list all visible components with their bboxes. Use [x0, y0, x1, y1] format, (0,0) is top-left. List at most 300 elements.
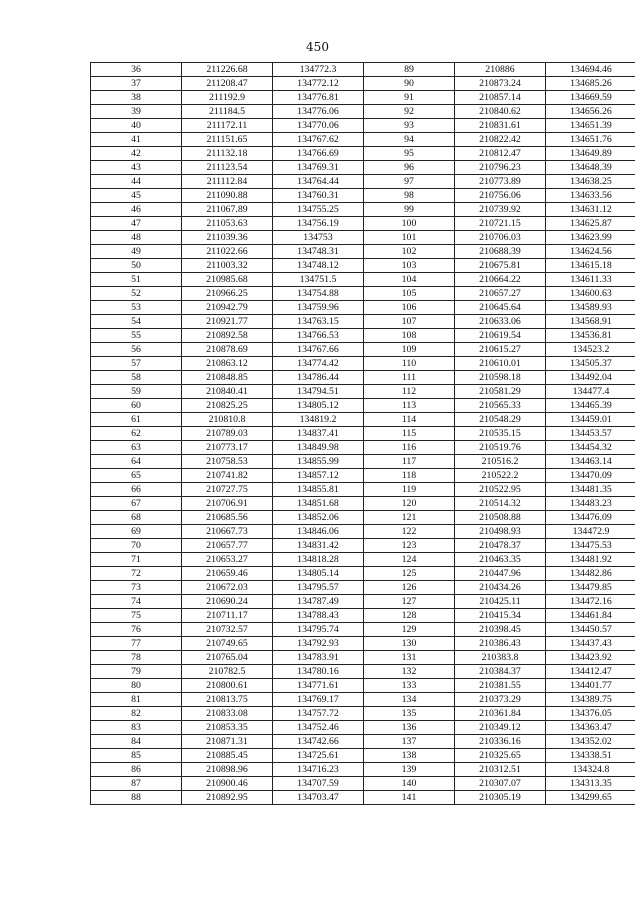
- x-coordinate-cell: 210305.19: [455, 791, 546, 805]
- x-coordinate-cell: 211151.65: [182, 133, 273, 147]
- point-number-cell: 58: [91, 371, 182, 385]
- y-coordinate-cell: 134450.57: [546, 623, 635, 637]
- x-coordinate-cell: 210727.75: [182, 483, 273, 497]
- table-row: [91, 525, 635, 539]
- y-coordinate-cell: 134600.63: [546, 287, 635, 301]
- point-number-cell: 137: [364, 735, 455, 749]
- x-coordinate-cell: 210463.35: [455, 553, 546, 567]
- y-coordinate-cell: 134476.09: [546, 511, 635, 525]
- point-number-cell: 68: [91, 511, 182, 525]
- x-coordinate-cell: 210383.8: [455, 651, 546, 665]
- point-number-cell: 56: [91, 343, 182, 357]
- x-coordinate-cell: 210863.12: [182, 357, 273, 371]
- point-number-cell: 55: [91, 329, 182, 343]
- table-row: [91, 259, 635, 273]
- y-coordinate-cell: 134623.99: [546, 231, 635, 245]
- y-coordinate-cell: 134855.81: [273, 483, 364, 497]
- y-coordinate-cell: 134772.12: [273, 77, 364, 91]
- point-number-cell: 52: [91, 287, 182, 301]
- y-coordinate-cell: 134763.15: [273, 315, 364, 329]
- y-coordinate-cell: 134324.8: [546, 763, 635, 777]
- y-coordinate-cell: 134401.77: [546, 679, 635, 693]
- x-coordinate-cell: 210381.55: [455, 679, 546, 693]
- point-number-cell: 82: [91, 707, 182, 721]
- table-row: [91, 413, 635, 427]
- y-coordinate-cell: 134648.39: [546, 161, 635, 175]
- x-coordinate-cell: 210657.27: [455, 287, 546, 301]
- table-row: [91, 553, 635, 567]
- x-coordinate-cell: 210833.08: [182, 707, 273, 721]
- table-row: [91, 301, 635, 315]
- y-coordinate-cell: 134757.72: [273, 707, 364, 721]
- x-coordinate-cell: 210336.16: [455, 735, 546, 749]
- point-number-cell: 64: [91, 455, 182, 469]
- y-coordinate-cell: 134299.65: [546, 791, 635, 805]
- point-number-cell: 135: [364, 707, 455, 721]
- x-coordinate-cell: 210853.35: [182, 721, 273, 735]
- x-coordinate-cell: 210789.03: [182, 427, 273, 441]
- y-coordinate-cell: 134707.59: [273, 777, 364, 791]
- y-coordinate-cell: 134638.25: [546, 175, 635, 189]
- y-coordinate-cell: 134752.46: [273, 721, 364, 735]
- x-coordinate-cell: 210900.46: [182, 777, 273, 791]
- table-row: [91, 287, 635, 301]
- point-number-cell: 85: [91, 749, 182, 763]
- point-number-cell: 73: [91, 581, 182, 595]
- table-row: [91, 665, 635, 679]
- y-coordinate-cell: 134313.35: [546, 777, 635, 791]
- x-coordinate-cell: 210398.45: [455, 623, 546, 637]
- y-coordinate-cell: 134795.57: [273, 581, 364, 595]
- point-number-cell: 91: [364, 91, 455, 105]
- point-number-cell: 65: [91, 469, 182, 483]
- y-coordinate-cell: 134786.44: [273, 371, 364, 385]
- point-number-cell: 72: [91, 567, 182, 581]
- x-coordinate-cell: 210878.69: [182, 343, 273, 357]
- y-coordinate-cell: 134459.01: [546, 413, 635, 427]
- x-coordinate-cell: 210688.39: [455, 245, 546, 259]
- y-coordinate-cell: 134669.59: [546, 91, 635, 105]
- x-coordinate-cell: 210706.91: [182, 497, 273, 511]
- point-number-cell: 115: [364, 427, 455, 441]
- point-number-cell: 80: [91, 679, 182, 693]
- table-row: [91, 245, 635, 259]
- point-number-cell: 74: [91, 595, 182, 609]
- point-number-cell: 39: [91, 105, 182, 119]
- y-coordinate-cell: 134376.05: [546, 707, 635, 721]
- point-number-cell: 105: [364, 287, 455, 301]
- point-number-cell: 122: [364, 525, 455, 539]
- point-number-cell: 79: [91, 665, 182, 679]
- y-coordinate-cell: 134783.91: [273, 651, 364, 665]
- x-coordinate-cell: 210966.25: [182, 287, 273, 301]
- y-coordinate-cell: 134465.39: [546, 399, 635, 413]
- point-number-cell: 46: [91, 203, 182, 217]
- point-number-cell: 37: [91, 77, 182, 91]
- y-coordinate-cell: 134769.31: [273, 161, 364, 175]
- point-number-cell: 127: [364, 595, 455, 609]
- x-coordinate-cell: 210840.41: [182, 385, 273, 399]
- y-coordinate-cell: 134805.12: [273, 399, 364, 413]
- y-coordinate-cell: 134819.2: [273, 413, 364, 427]
- x-coordinate-cell: 210361.84: [455, 707, 546, 721]
- y-coordinate-cell: 134477.4: [546, 385, 635, 399]
- y-coordinate-cell: 134363.47: [546, 721, 635, 735]
- y-coordinate-cell: 134651.76: [546, 133, 635, 147]
- table-row: [91, 651, 635, 665]
- point-number-cell: 41: [91, 133, 182, 147]
- point-number-cell: 49: [91, 245, 182, 259]
- x-coordinate-cell: 210739.92: [455, 203, 546, 217]
- y-coordinate-cell: 134748.31: [273, 245, 364, 259]
- x-coordinate-cell: 210741.82: [182, 469, 273, 483]
- y-coordinate-cell: 134568.91: [546, 315, 635, 329]
- x-coordinate-cell: 211208.47: [182, 77, 273, 91]
- point-number-cell: 47: [91, 217, 182, 231]
- point-number-cell: 104: [364, 273, 455, 287]
- point-number-cell: 138: [364, 749, 455, 763]
- y-coordinate-cell: 134852.06: [273, 511, 364, 525]
- x-coordinate-cell: 210373.29: [455, 693, 546, 707]
- table-row: [91, 679, 635, 693]
- point-number-cell: 90: [364, 77, 455, 91]
- point-number-cell: 48: [91, 231, 182, 245]
- point-number-cell: 88: [91, 791, 182, 805]
- point-number-cell: 124: [364, 553, 455, 567]
- table-row: [91, 469, 635, 483]
- x-coordinate-cell: 210516.2: [455, 455, 546, 469]
- x-coordinate-cell: 210942.79: [182, 301, 273, 315]
- x-coordinate-cell: 211132.18: [182, 147, 273, 161]
- table-row: [91, 105, 635, 119]
- y-coordinate-cell: 134633.56: [546, 189, 635, 203]
- table-row: [91, 763, 635, 777]
- x-coordinate-cell: 210810.8: [182, 413, 273, 427]
- table-row: [91, 791, 635, 805]
- x-coordinate-cell: 210675.81: [455, 259, 546, 273]
- y-coordinate-cell: 134725.61: [273, 749, 364, 763]
- point-number-cell: 71: [91, 553, 182, 567]
- point-number-cell: 70: [91, 539, 182, 553]
- x-coordinate-cell: 210825.25: [182, 399, 273, 413]
- y-coordinate-cell: 134772.3: [273, 63, 364, 77]
- y-coordinate-cell: 134611.33: [546, 273, 635, 287]
- table-row: [91, 315, 635, 329]
- x-coordinate-cell: 210653.27: [182, 553, 273, 567]
- point-number-cell: 81: [91, 693, 182, 707]
- y-coordinate-cell: 134685.26: [546, 77, 635, 91]
- x-coordinate-cell: 210732.57: [182, 623, 273, 637]
- x-coordinate-cell: 211172.11: [182, 119, 273, 133]
- point-number-cell: 102: [364, 245, 455, 259]
- point-number-cell: 62: [91, 427, 182, 441]
- x-coordinate-cell: 210985.68: [182, 273, 273, 287]
- point-number-cell: 141: [364, 791, 455, 805]
- y-coordinate-cell: 134481.35: [546, 483, 635, 497]
- x-coordinate-cell: 211067.89: [182, 203, 273, 217]
- table-row: [91, 735, 635, 749]
- table-row: [91, 217, 635, 231]
- table-row: [91, 595, 635, 609]
- x-coordinate-cell: 210773.89: [455, 175, 546, 189]
- point-number-cell: 83: [91, 721, 182, 735]
- y-coordinate-cell: 134389.75: [546, 693, 635, 707]
- table-row: [91, 203, 635, 217]
- point-number-cell: 63: [91, 441, 182, 455]
- point-number-cell: 76: [91, 623, 182, 637]
- y-coordinate-cell: 134523.2: [546, 343, 635, 357]
- point-number-cell: 87: [91, 777, 182, 791]
- x-coordinate-cell: 211003.32: [182, 259, 273, 273]
- y-coordinate-cell: 134437.43: [546, 637, 635, 651]
- point-number-cell: 112: [364, 385, 455, 399]
- x-coordinate-cell: 210921.77: [182, 315, 273, 329]
- y-coordinate-cell: 134423.92: [546, 651, 635, 665]
- point-number-cell: 66: [91, 483, 182, 497]
- point-number-cell: 53: [91, 301, 182, 315]
- point-number-cell: 51: [91, 273, 182, 287]
- x-coordinate-cell: 210535.15: [455, 427, 546, 441]
- x-coordinate-cell: 210758.53: [182, 455, 273, 469]
- y-coordinate-cell: 134703.47: [273, 791, 364, 805]
- table-row: [91, 147, 635, 161]
- point-number-cell: 108: [364, 329, 455, 343]
- point-number-cell: 93: [364, 119, 455, 133]
- x-coordinate-cell: 210782.5: [182, 665, 273, 679]
- point-number-cell: 126: [364, 581, 455, 595]
- x-coordinate-cell: 210307.07: [455, 777, 546, 791]
- table-row: [91, 91, 635, 105]
- point-number-cell: 136: [364, 721, 455, 735]
- point-number-cell: 69: [91, 525, 182, 539]
- y-coordinate-cell: 134624.56: [546, 245, 635, 259]
- table-row: [91, 707, 635, 721]
- y-coordinate-cell: 134475.53: [546, 539, 635, 553]
- coordinates-table-body: [91, 63, 635, 805]
- y-coordinate-cell: 134656.26: [546, 105, 635, 119]
- x-coordinate-cell: 210325.65: [455, 749, 546, 763]
- point-number-cell: 132: [364, 665, 455, 679]
- y-coordinate-cell: 134472.16: [546, 595, 635, 609]
- x-coordinate-cell: 210685.56: [182, 511, 273, 525]
- point-number-cell: 40: [91, 119, 182, 133]
- x-coordinate-cell: 210619.54: [455, 329, 546, 343]
- table-row: [91, 119, 635, 133]
- point-number-cell: 77: [91, 637, 182, 651]
- x-coordinate-cell: 210312.51: [455, 763, 546, 777]
- x-coordinate-cell: 211192.9: [182, 91, 273, 105]
- y-coordinate-cell: 134774.42: [273, 357, 364, 371]
- x-coordinate-cell: 210667.73: [182, 525, 273, 539]
- point-number-cell: 36: [91, 63, 182, 77]
- table-row: [91, 777, 635, 791]
- point-number-cell: 38: [91, 91, 182, 105]
- x-coordinate-cell: 210519.76: [455, 441, 546, 455]
- x-coordinate-cell: 210522.2: [455, 469, 546, 483]
- x-coordinate-cell: 210800.61: [182, 679, 273, 693]
- y-coordinate-cell: 134651.39: [546, 119, 635, 133]
- point-number-cell: 103: [364, 259, 455, 273]
- x-coordinate-cell: 210581.29: [455, 385, 546, 399]
- y-coordinate-cell: 134770.06: [273, 119, 364, 133]
- y-coordinate-cell: 134805.14: [273, 567, 364, 581]
- page-number: 450: [306, 40, 329, 54]
- y-coordinate-cell: 134759.96: [273, 301, 364, 315]
- table-row: [91, 497, 635, 511]
- table-row: [91, 483, 635, 497]
- y-coordinate-cell: 134412.47: [546, 665, 635, 679]
- table-row: [91, 441, 635, 455]
- x-coordinate-cell: 210711.17: [182, 609, 273, 623]
- point-number-cell: 130: [364, 637, 455, 651]
- y-coordinate-cell: 134694.46: [546, 63, 635, 77]
- table-row: [91, 455, 635, 469]
- x-coordinate-cell: 211123.54: [182, 161, 273, 175]
- y-coordinate-cell: 134851.68: [273, 497, 364, 511]
- point-number-cell: 60: [91, 399, 182, 413]
- point-number-cell: 129: [364, 623, 455, 637]
- table-row: [91, 357, 635, 371]
- y-coordinate-cell: 134831.42: [273, 539, 364, 553]
- y-coordinate-cell: 134479.85: [546, 581, 635, 595]
- y-coordinate-cell: 134855.99: [273, 455, 364, 469]
- y-coordinate-cell: 134472.9: [546, 525, 635, 539]
- point-number-cell: 89: [364, 63, 455, 77]
- y-coordinate-cell: 134792.93: [273, 637, 364, 651]
- x-coordinate-cell: 210892.95: [182, 791, 273, 805]
- point-number-cell: 113: [364, 399, 455, 413]
- x-coordinate-cell: 210765.04: [182, 651, 273, 665]
- x-coordinate-cell: 210672.03: [182, 581, 273, 595]
- x-coordinate-cell: 210522.95: [455, 483, 546, 497]
- point-number-cell: 125: [364, 567, 455, 581]
- table-row: [91, 371, 635, 385]
- x-coordinate-cell: 210498.93: [455, 525, 546, 539]
- y-coordinate-cell: 134771.61: [273, 679, 364, 693]
- y-coordinate-cell: 134716.23: [273, 763, 364, 777]
- y-coordinate-cell: 134766.53: [273, 329, 364, 343]
- y-coordinate-cell: 134751.5: [273, 273, 364, 287]
- y-coordinate-cell: 134338.51: [546, 749, 635, 763]
- x-coordinate-cell: 210615.27: [455, 343, 546, 357]
- point-number-cell: 106: [364, 301, 455, 315]
- y-coordinate-cell: 134788.43: [273, 609, 364, 623]
- x-coordinate-cell: 210415.34: [455, 609, 546, 623]
- y-coordinate-cell: 134849.98: [273, 441, 364, 455]
- coordinates-table: [90, 62, 635, 805]
- point-number-cell: 109: [364, 343, 455, 357]
- table-row: [91, 133, 635, 147]
- point-number-cell: 97: [364, 175, 455, 189]
- y-coordinate-cell: 134764.44: [273, 175, 364, 189]
- y-coordinate-cell: 134857.12: [273, 469, 364, 483]
- point-number-cell: 61: [91, 413, 182, 427]
- y-coordinate-cell: 134766.69: [273, 147, 364, 161]
- x-coordinate-cell: 210831.61: [455, 119, 546, 133]
- point-number-cell: 134: [364, 693, 455, 707]
- y-coordinate-cell: 134748.12: [273, 259, 364, 273]
- x-coordinate-cell: 210386.43: [455, 637, 546, 651]
- x-coordinate-cell: 210447.96: [455, 567, 546, 581]
- table-row: [91, 385, 635, 399]
- x-coordinate-cell: 210664.22: [455, 273, 546, 287]
- x-coordinate-cell: 210848.85: [182, 371, 273, 385]
- point-number-cell: 117: [364, 455, 455, 469]
- y-coordinate-cell: 134753: [273, 231, 364, 245]
- point-number-cell: 131: [364, 651, 455, 665]
- y-coordinate-cell: 134352.02: [546, 735, 635, 749]
- point-number-cell: 121: [364, 511, 455, 525]
- x-coordinate-cell: 210885.45: [182, 749, 273, 763]
- x-coordinate-cell: 210657.77: [182, 539, 273, 553]
- table-row: [91, 749, 635, 763]
- point-number-cell: 140: [364, 777, 455, 791]
- x-coordinate-cell: 210425.11: [455, 595, 546, 609]
- y-coordinate-cell: 134461.84: [546, 609, 635, 623]
- y-coordinate-cell: 134760.31: [273, 189, 364, 203]
- point-number-cell: 57: [91, 357, 182, 371]
- y-coordinate-cell: 134463.14: [546, 455, 635, 469]
- y-coordinate-cell: 134769.17: [273, 693, 364, 707]
- point-number-cell: 128: [364, 609, 455, 623]
- y-coordinate-cell: 134787.49: [273, 595, 364, 609]
- point-number-cell: 86: [91, 763, 182, 777]
- x-coordinate-cell: 211112.84: [182, 175, 273, 189]
- x-coordinate-cell: 210857.14: [455, 91, 546, 105]
- table-row: [91, 567, 635, 581]
- x-coordinate-cell: 210871.31: [182, 735, 273, 749]
- y-coordinate-cell: 134767.62: [273, 133, 364, 147]
- x-coordinate-cell: 211039.36: [182, 231, 273, 245]
- y-coordinate-cell: 134754.88: [273, 287, 364, 301]
- point-number-cell: 45: [91, 189, 182, 203]
- x-coordinate-cell: 210773.17: [182, 441, 273, 455]
- y-coordinate-cell: 134615.18: [546, 259, 635, 273]
- point-number-cell: 96: [364, 161, 455, 175]
- x-coordinate-cell: 210690.24: [182, 595, 273, 609]
- point-number-cell: 120: [364, 497, 455, 511]
- point-number-cell: 75: [91, 609, 182, 623]
- y-coordinate-cell: 134776.06: [273, 105, 364, 119]
- point-number-cell: 99: [364, 203, 455, 217]
- point-number-cell: 119: [364, 483, 455, 497]
- table-row: [91, 175, 635, 189]
- y-coordinate-cell: 134795.74: [273, 623, 364, 637]
- point-number-cell: 114: [364, 413, 455, 427]
- point-number-cell: 59: [91, 385, 182, 399]
- point-number-cell: 107: [364, 315, 455, 329]
- x-coordinate-cell: 211090.88: [182, 189, 273, 203]
- y-coordinate-cell: 134483.23: [546, 497, 635, 511]
- point-number-cell: 118: [364, 469, 455, 483]
- x-coordinate-cell: 210565.33: [455, 399, 546, 413]
- point-number-cell: 50: [91, 259, 182, 273]
- x-coordinate-cell: 210508.88: [455, 511, 546, 525]
- point-number-cell: 98: [364, 189, 455, 203]
- point-number-cell: 84: [91, 735, 182, 749]
- x-coordinate-cell: 210659.46: [182, 567, 273, 581]
- table-row: [91, 511, 635, 525]
- y-coordinate-cell: 134492.04: [546, 371, 635, 385]
- point-number-cell: 67: [91, 497, 182, 511]
- x-coordinate-cell: 211022.66: [182, 245, 273, 259]
- y-coordinate-cell: 134589.93: [546, 301, 635, 315]
- x-coordinate-cell: 210892.58: [182, 329, 273, 343]
- y-coordinate-cell: 134454.32: [546, 441, 635, 455]
- x-coordinate-cell: 210598.18: [455, 371, 546, 385]
- y-coordinate-cell: 134742.66: [273, 735, 364, 749]
- point-number-cell: 95: [364, 147, 455, 161]
